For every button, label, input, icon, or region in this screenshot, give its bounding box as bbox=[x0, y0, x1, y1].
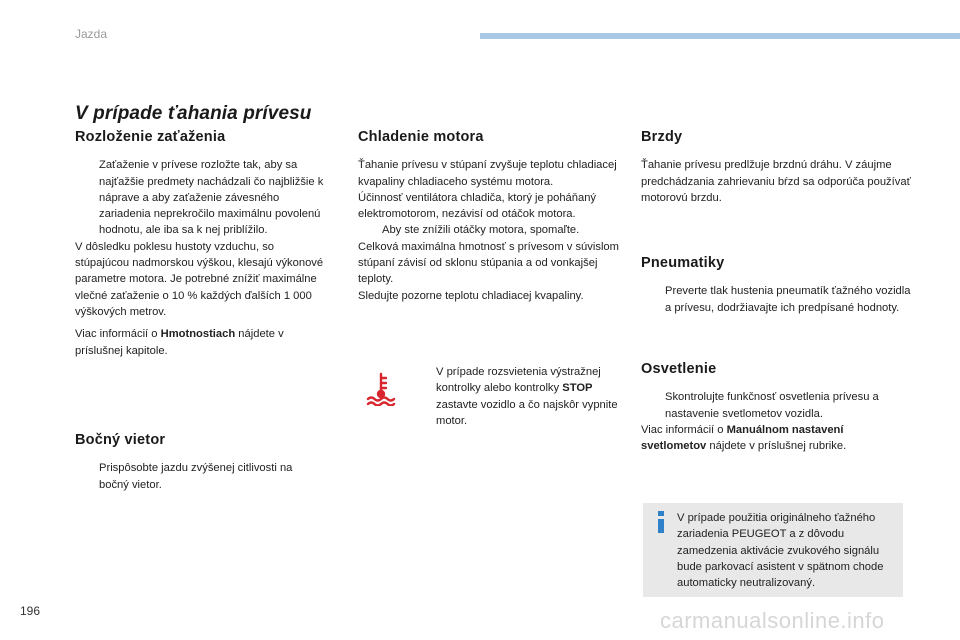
wind-bullet-text: Prispôsobte jazdu zvýšenej citlivosti na bočný vietor. bbox=[99, 462, 293, 491]
load-bullet bbox=[75, 157, 325, 238]
page-title: V prípade ťahania prívesu bbox=[75, 103, 312, 124]
cooling-bullet-text: Aby ste znížili otáčky motora, spomaľte. bbox=[382, 224, 580, 237]
cooling-text-2: Účinnosť ventilátora chladiča, ktorý je poháňaný elektromotorom, nezávisí od otáčok motora. bbox=[358, 191, 597, 221]
engine-cooling-section bbox=[358, 129, 623, 304]
tyres-bullet bbox=[641, 283, 911, 316]
warning-text-post: zastavte vozidlo a čo najskôr vypnite motor. bbox=[436, 398, 618, 427]
warning-text-bold: STOP bbox=[562, 382, 593, 395]
coolant-warning-box bbox=[356, 358, 626, 438]
side-wind-heading: Bočný vietor bbox=[75, 432, 166, 448]
load-distribution-heading: Rozloženie zaťaženia bbox=[75, 129, 226, 145]
page-number: 196 bbox=[20, 604, 41, 618]
load-ref-post: nájdete v príslušnej kapitole. bbox=[75, 328, 284, 357]
lighting-ref-bold: Manuálnom nastavení svetlometov bbox=[641, 423, 844, 453]
lighting-bullet-text: Skontrolujte funkčnosť osvetlenia prívesu a nastavenie svetlometov vozidla. bbox=[665, 391, 879, 420]
info-text: V prípade použitia originálneho ťažného zariadenia PEUGEOT a z dôvodu zamedzenia aktivácie zvukového signálu bude parkovací asistent v spätnom chode automaticky neutralizovaný. bbox=[677, 512, 884, 590]
cooling-text-3: Celková maximálna hmotnosť s prívesom v súvislom stúpaní závisí od sklonu stúpania a od vonkajšej teploty. bbox=[358, 240, 619, 286]
coolant-temperature-icon bbox=[366, 372, 396, 406]
info-icon bbox=[653, 511, 669, 533]
lighting-bullet bbox=[641, 389, 911, 422]
load-ref-pre: Viac informácií o bbox=[75, 328, 161, 341]
load-reference bbox=[75, 326, 325, 359]
wind-bullet bbox=[75, 460, 325, 493]
load-altitude-text: V dôsledku poklesu hustoty vzduchu, so stúpajúcou nadmorskou výškou, klesajú výkonové parametre motora. Je potrebné znížiť maximálne vlečné zaťaženie o 10 % každých ďalších 1 000 výškových metrov. bbox=[75, 240, 324, 318]
warning-bullet bbox=[412, 364, 624, 429]
header-accent-bar bbox=[480, 33, 960, 39]
lighting-reference bbox=[641, 422, 911, 455]
cooling-text-4: Sledujte pozorne teplotu chladiacej kvapaliny. bbox=[358, 289, 584, 302]
side-wind-section bbox=[75, 432, 325, 493]
cooling-bullet bbox=[358, 222, 623, 238]
watermark: carmanualsonline.info bbox=[660, 608, 885, 633]
load-bullet-text: Zaťaženie v prívese rozložte tak, aby sa najťažšie predmety nachádzali čo najbližšie k náprave a aby zaťaženie závesného zariadenia neprekročilo maximálnu povolenú hodnotu, ale iba sa k nej priblížilo. bbox=[99, 159, 324, 237]
tyres-bullet-text: Preverte tlak hustenia pneumatík ťažného vozidla a prívesu, dodržiavajte ich predpísané hodnoty. bbox=[665, 285, 911, 314]
info-box bbox=[643, 503, 903, 597]
brakes-heading: Brzdy bbox=[641, 129, 683, 145]
lighting-section bbox=[641, 361, 911, 454]
section-label: Jazda bbox=[75, 27, 108, 41]
brakes-section bbox=[641, 129, 911, 206]
tyres-section bbox=[641, 255, 911, 316]
cooling-text-1: Ťahanie prívesu v stúpaní zvyšuje teplotu chladiacej kvapaliny chladiaceho systému motora. bbox=[358, 159, 617, 188]
engine-cooling-heading: Chladenie motora bbox=[358, 129, 484, 145]
lighting-heading: Osvetlenie bbox=[641, 361, 717, 377]
brakes-text: Ťahanie prívesu predlžuje brzdnú dráhu. V záujme predchádzania zahrievaniu bŕzd sa odporúča používať motorovú brzdu. bbox=[641, 159, 911, 204]
lighting-ref-post: nájdete v príslušnej rubrike. bbox=[706, 440, 847, 453]
lighting-ref-pre: Viac informácií o bbox=[641, 423, 727, 436]
load-distribution-section bbox=[75, 129, 325, 359]
tyres-heading: Pneumatiky bbox=[641, 255, 725, 271]
warning-text-pre: V prípade rozsvietenia výstražnej kontrolky alebo kontrolky bbox=[436, 366, 601, 395]
load-ref-bold: Hmotnostiach bbox=[160, 328, 236, 341]
